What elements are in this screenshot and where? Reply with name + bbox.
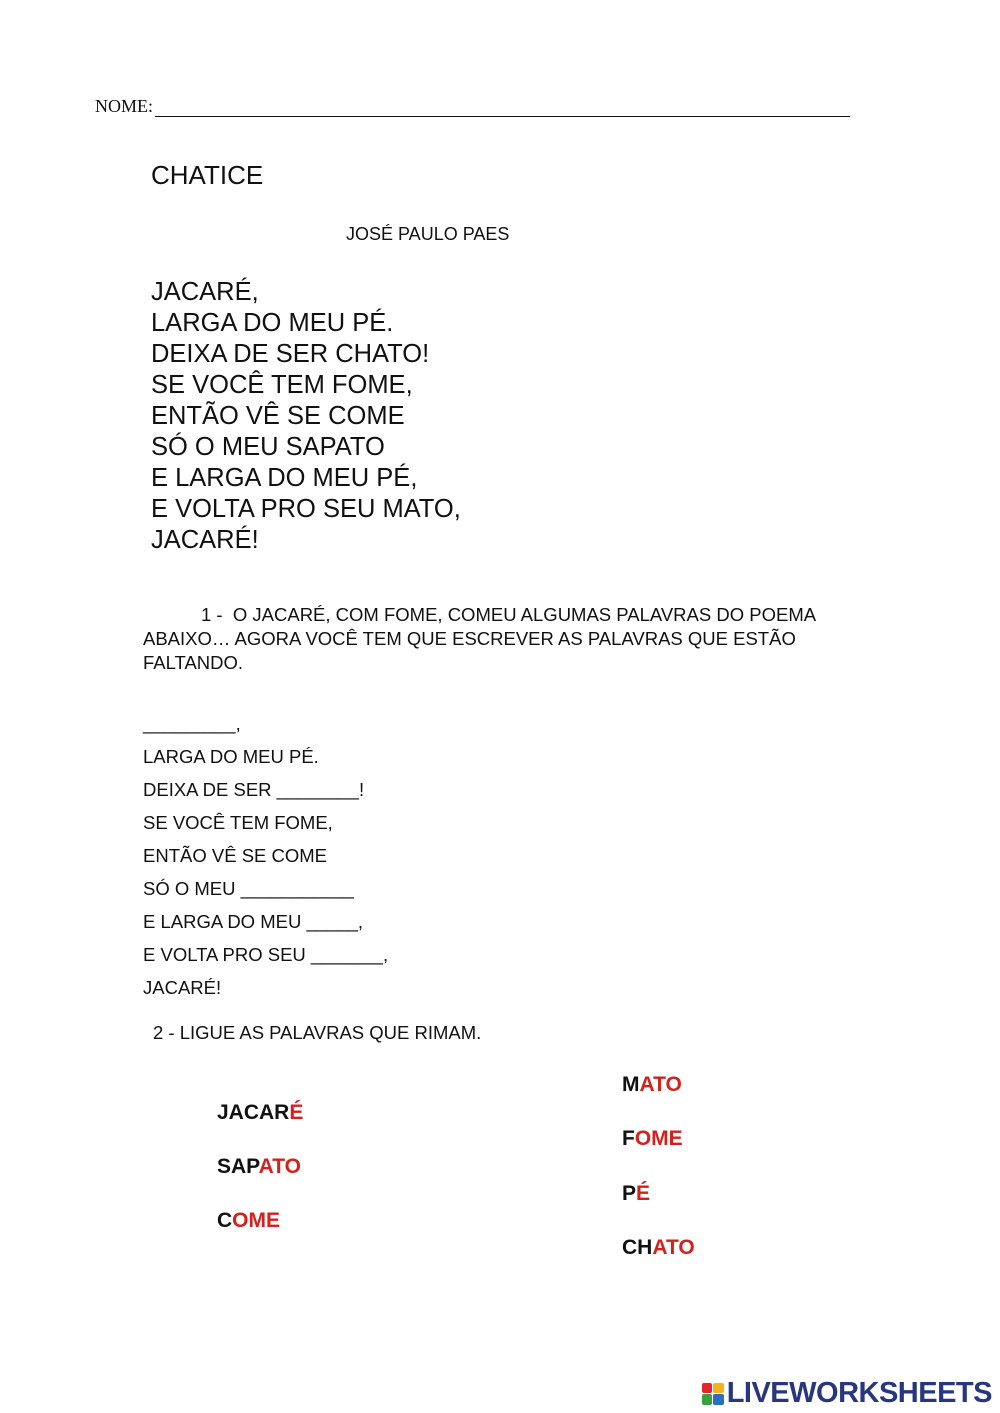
word-start: M xyxy=(622,1073,640,1096)
brand-name: LIVEWORKSHEETS xyxy=(726,1377,992,1409)
rhyme-word-left-sapato[interactable] xyxy=(217,1155,301,1179)
fill-line: LARGA DO MEU PÉ. xyxy=(143,746,319,767)
word-start: F xyxy=(622,1127,635,1150)
poem-line: SE VOCÊ TEM FOME, xyxy=(151,371,413,399)
word-start: JACAR xyxy=(217,1101,290,1124)
fill-line-blank[interactable]: _________, xyxy=(143,713,241,734)
liveworksheets-mark-icon xyxy=(702,1383,724,1405)
fill-line: ENTÃO VÊ SE COME xyxy=(143,845,328,866)
word-rhyme-ending: ATO xyxy=(639,1073,682,1096)
question-1-number: 1 - xyxy=(201,604,223,625)
poem-line: LARGA DO MEU PÉ. xyxy=(151,309,394,337)
liveworksheets-logo xyxy=(702,1377,992,1410)
poem-line: E LARGA DO MEU PÉ, xyxy=(151,464,418,492)
word-rhyme-ending: ATO xyxy=(258,1155,302,1178)
poem-line: DEIXA DE SER CHATO! xyxy=(151,340,430,368)
word-start: SAP xyxy=(217,1155,259,1178)
name-label: NOME: xyxy=(95,96,153,116)
rhyme-word-right-pe[interactable] xyxy=(622,1182,650,1206)
word-rhyme-ending: OME xyxy=(232,1209,281,1232)
word-rhyme-ending: É xyxy=(289,1101,304,1124)
word-rhyme-ending: ATO xyxy=(652,1236,695,1259)
poem-line: JACARÉ, xyxy=(151,278,259,306)
word-start: P xyxy=(622,1182,637,1205)
word-rhyme-ending: É xyxy=(636,1182,651,1205)
name-field[interactable] xyxy=(95,96,850,117)
rhyme-word-left-jacare[interactable] xyxy=(217,1101,303,1125)
rhyme-word-left-come[interactable] xyxy=(217,1209,280,1233)
poem-line: SÓ O MEU SAPATO xyxy=(151,433,385,461)
rhyme-word-right-fome[interactable] xyxy=(622,1127,683,1151)
fill-line-blank[interactable]: DEIXA DE SER ________! xyxy=(143,779,365,800)
word-rhyme-ending: OME xyxy=(634,1127,683,1150)
fill-line-blank[interactable]: SÓ O MEU ___________ xyxy=(143,878,354,899)
question-2-text: 2 - LIGUE AS PALAVRAS QUE RIMAM. xyxy=(153,1022,482,1043)
fill-line: JACARÉ! xyxy=(143,977,222,998)
poem-text xyxy=(151,277,461,556)
rhyme-word-right-mato[interactable] xyxy=(622,1073,682,1097)
question-1-text: O JACARÉ, COM FOME, COMEU ALGUMAS PALAVRAS DO POEMA ABAIXO… AGORA VOCÊ TEM QUE ESCREVER AS PALAVRAS QUE ESTÃO FALTANDO. xyxy=(143,604,816,673)
word-start: C xyxy=(217,1209,233,1232)
poem-line: JACARÉ! xyxy=(151,526,259,554)
fill-line: SE VOCÊ TEM FOME, xyxy=(143,812,333,833)
fill-in-poem xyxy=(143,707,388,1004)
name-blank-line[interactable] xyxy=(155,98,850,117)
fill-line-blank[interactable]: E LARGA DO MEU _____, xyxy=(143,911,364,932)
poem-title: CHATICE xyxy=(151,160,264,190)
poem-author: JOSÉ PAULO PAES xyxy=(346,224,510,244)
poem-line: ENTÃO VÊ SE COME xyxy=(151,402,405,430)
poem-line: E VOLTA PRO SEU MATO, xyxy=(151,495,461,523)
word-start: CH xyxy=(622,1236,653,1259)
question-1 xyxy=(143,603,823,675)
fill-line-blank[interactable]: E VOLTA PRO SEU _______, xyxy=(143,944,389,965)
rhyme-word-right-chato[interactable] xyxy=(622,1236,695,1260)
